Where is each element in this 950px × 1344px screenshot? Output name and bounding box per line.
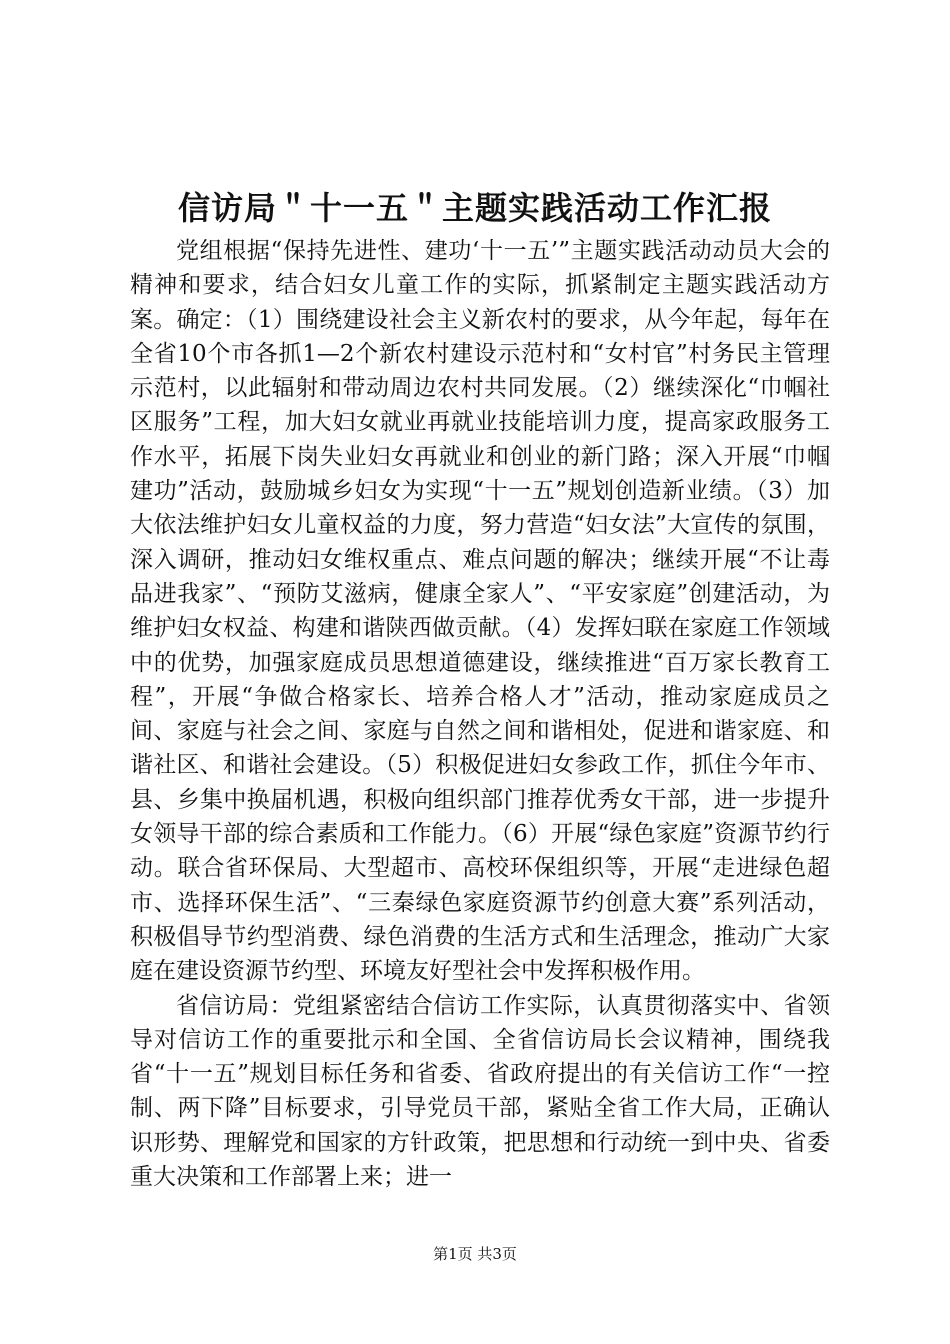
paragraph-women-federation: 党组根据“保持先进性、建功‘十一五’”主题实践活动动员大会的精神和要求，结合妇女儿童工作的实际，抓紧制定主题实践活动方案。确定：（1）围绕建设社会主义新农村的要求，从今年起，每年在全省10个市各抓1—2个新农村建设示范村和“女村官”村务民主管理示范村，以此辐射和带动周边农村共同发展。（2）继续深化“巾帼社区服务”工程，加大妇女就业再就业技能培训力度，提高家政服务工作水平，拓展下岗失业妇女再就业和创业的新门路；深入开展“巾帼建功”活动，鼓励城乡妇女为实现“十一五”规划创造新业绩。（3）加大依法维护妇女儿童权益的力度，努力营造“妇女法”大宣传的氛围，深入调研，推动妇女维权重点、难点问题的解决；继续开展“不让毒品进我家”、“预防艾滋病，健康全家人”、“平安家庭”创建活动，为维护妇女权益、构建和谐陕西做贡献。（4）发挥妇联在家庭工作领域中的优势，加强家庭成员思想道德建设，继续推进“百万家长教育工程”，开展“争做合格家长、培养合格人才”活动，推动家庭成员之间、家庭与社会之间、家庭与自然之间和谐相处，促进和谐家庭、和谐社区、和谐社会建设。（5）积极促进妇女参政工作，抓住今年市、县、乡集中换届机遇，积极向组织部门推荐优秀女干部，进一步提升女领导干部的综合素质和工作能力。（6）开展“绿色家庭”资源节约行动。联合省环保局、大型超市、高校环保组织等，开展“走进绿色超市、选择环保生活”、“三秦绿色家庭资源节约创意大赛”系列活动，积极倡导节约型消费、绿色消费的生活方式和生活理念，推动广大家庭在建设资源节约型、环境友好型社会中发挥积极作用。 <box>130 238 830 985</box>
document-title: 信访局＂十一五＂主题实践活动工作汇报 <box>177 189 772 227</box>
document-body <box>130 234 830 1194</box>
paragraph-petition-bureau: 省信访局：党组紧密结合信访工作实际，认真贯彻落实中、省领导对信访工作的重要批示和全国、全省信访局长会议精神，围绕我省“十一五”规划目标任务和省委、省政府提出的有关信访工作“一控制、两下降”目标要求，引导党员干部，紧贴全省工作大局，正确认识形势、理解党和国家的方针政策，把思想和行动统一到中央、省委重大决策和工作部署上来；进一 <box>130 992 830 1191</box>
page-footer: 第1页 共3页 <box>433 1245 517 1263</box>
